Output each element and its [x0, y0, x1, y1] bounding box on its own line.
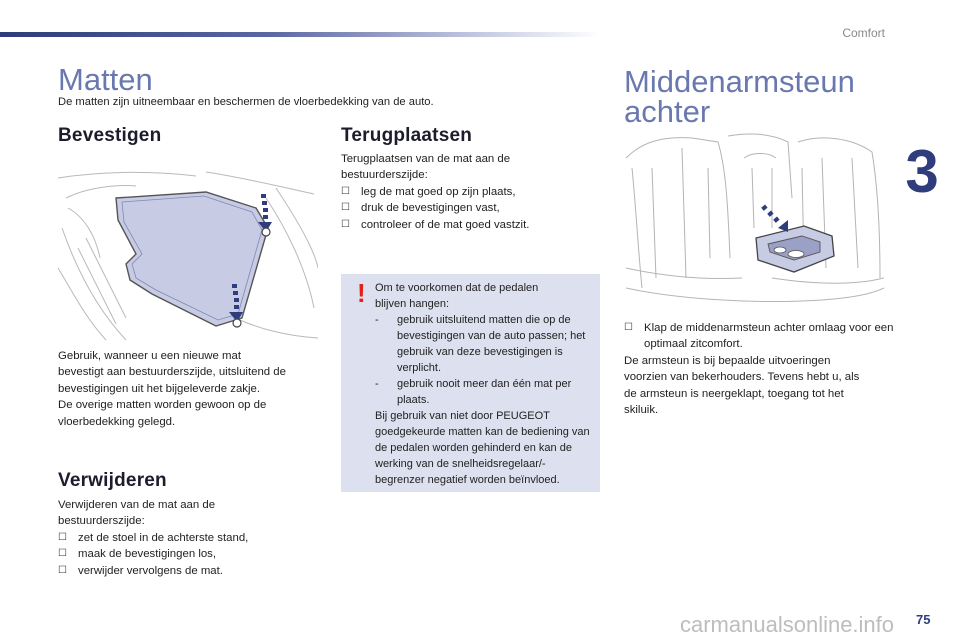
text-line: Terugplaatsen van de mat aan de	[341, 153, 511, 165]
chapter-number: 3	[905, 138, 939, 205]
list-item: ☐ verwijder vervolgens de mat.	[58, 563, 318, 579]
text-line: Gebruik, wanneer u een nieuwe mat	[58, 350, 241, 362]
text-line: vloerbedekking gelegd.	[58, 415, 176, 428]
warning-text	[375, 280, 595, 488]
watermark: carmanualsonline.info	[680, 612, 895, 637]
text-line: De armsteun is bij bepaalde uitvoeringen	[624, 354, 831, 367]
heading-terugplaatsen: Terugplaatsen	[341, 125, 473, 146]
text-line: de armsteun is neergeklapt, toegang tot het	[624, 387, 844, 400]
terugplaatsen-text	[341, 151, 601, 233]
bullet-icon: ☐	[341, 202, 350, 214]
text-line: De overige matten worden gewoon op de	[58, 399, 267, 412]
armrest-title-line2: achter	[624, 94, 711, 129]
list-item: ☐ controleer of de mat goed vastzit.	[341, 217, 601, 233]
bullet-icon: ☐	[341, 185, 350, 197]
armrest-text	[624, 320, 894, 418]
text-line: Verwijderen van de mat aan de	[58, 499, 216, 511]
armrest-title-line1: Middenarmsteun	[624, 64, 855, 99]
text-line: bevestigt aan bestuurderszijde, uitsluitend de	[58, 366, 286, 379]
bullet-icon: ☐	[58, 531, 67, 543]
bullet-icon: ☐	[624, 322, 633, 333]
page-title: Matten	[58, 62, 153, 97]
text-line: bestuurderszijde:	[341, 169, 428, 182]
section-label: Comfort	[842, 26, 885, 40]
list-item: ☐ zet de stoel in de achterste stand,	[58, 530, 318, 546]
text-line: bestuurderszijde:	[58, 515, 145, 528]
bullet-icon: ☐	[58, 564, 67, 576]
text-line: bevestigingen uit het bijgeleverde zakje.	[58, 382, 261, 395]
bullet-icon: ☐	[58, 548, 67, 560]
rear-armrest-illustration	[622, 128, 884, 312]
warning-box	[341, 274, 600, 492]
intro-text: De matten zijn uitneembaar en beschermen de vloerbedekking van de auto.	[58, 96, 434, 108]
list-item: ☐ maak de bevestigingen los,	[58, 546, 318, 562]
warning-line: Om te voorkomen dat de pedalen	[375, 282, 539, 294]
heading-verwijderen: Verwijderen	[58, 470, 167, 491]
bevestigen-text	[58, 348, 318, 430]
list-item: ☐ Klap de middenarmsteun achter omlaag voor een optimaal zitcomfort.	[624, 322, 894, 351]
list-item: ☐ druk de bevestigingen vast,	[341, 200, 601, 216]
warning-dash-item: - gebruik uitsluitend matten die op de bevestigingen van de auto passen; het gebruik van deze bevestigingen is verplicht.	[375, 314, 586, 374]
list-item: ☐ leg de mat goed op zijn plaats,	[341, 184, 601, 200]
text-line: skiluik.	[624, 404, 659, 417]
warning-icon: !	[357, 278, 366, 308]
text-line: voorzien van bekerhouders. Tevens hebt u, als	[624, 371, 860, 384]
floor-mat-illustration	[56, 168, 318, 342]
verwijderen-text	[58, 497, 318, 579]
warning-dash-item: - gebruik nooit meer dan één mat per plaats.	[375, 378, 572, 406]
heading-bevestigen: Bevestigen	[58, 125, 162, 146]
warning-line: blijven hangen:	[375, 298, 450, 310]
page-number: 75	[916, 612, 931, 627]
bullet-icon: ☐	[341, 218, 350, 230]
warning-note: Bij gebruik van niet door PEUGEOT goedgekeurde matten kan de bediening van de pedalen worden gehinderd en kan de werking van de snelheidsregelaar/-begrenzer negatief worden beïnvloed.	[375, 410, 590, 486]
header-gradient-bar	[0, 32, 600, 37]
